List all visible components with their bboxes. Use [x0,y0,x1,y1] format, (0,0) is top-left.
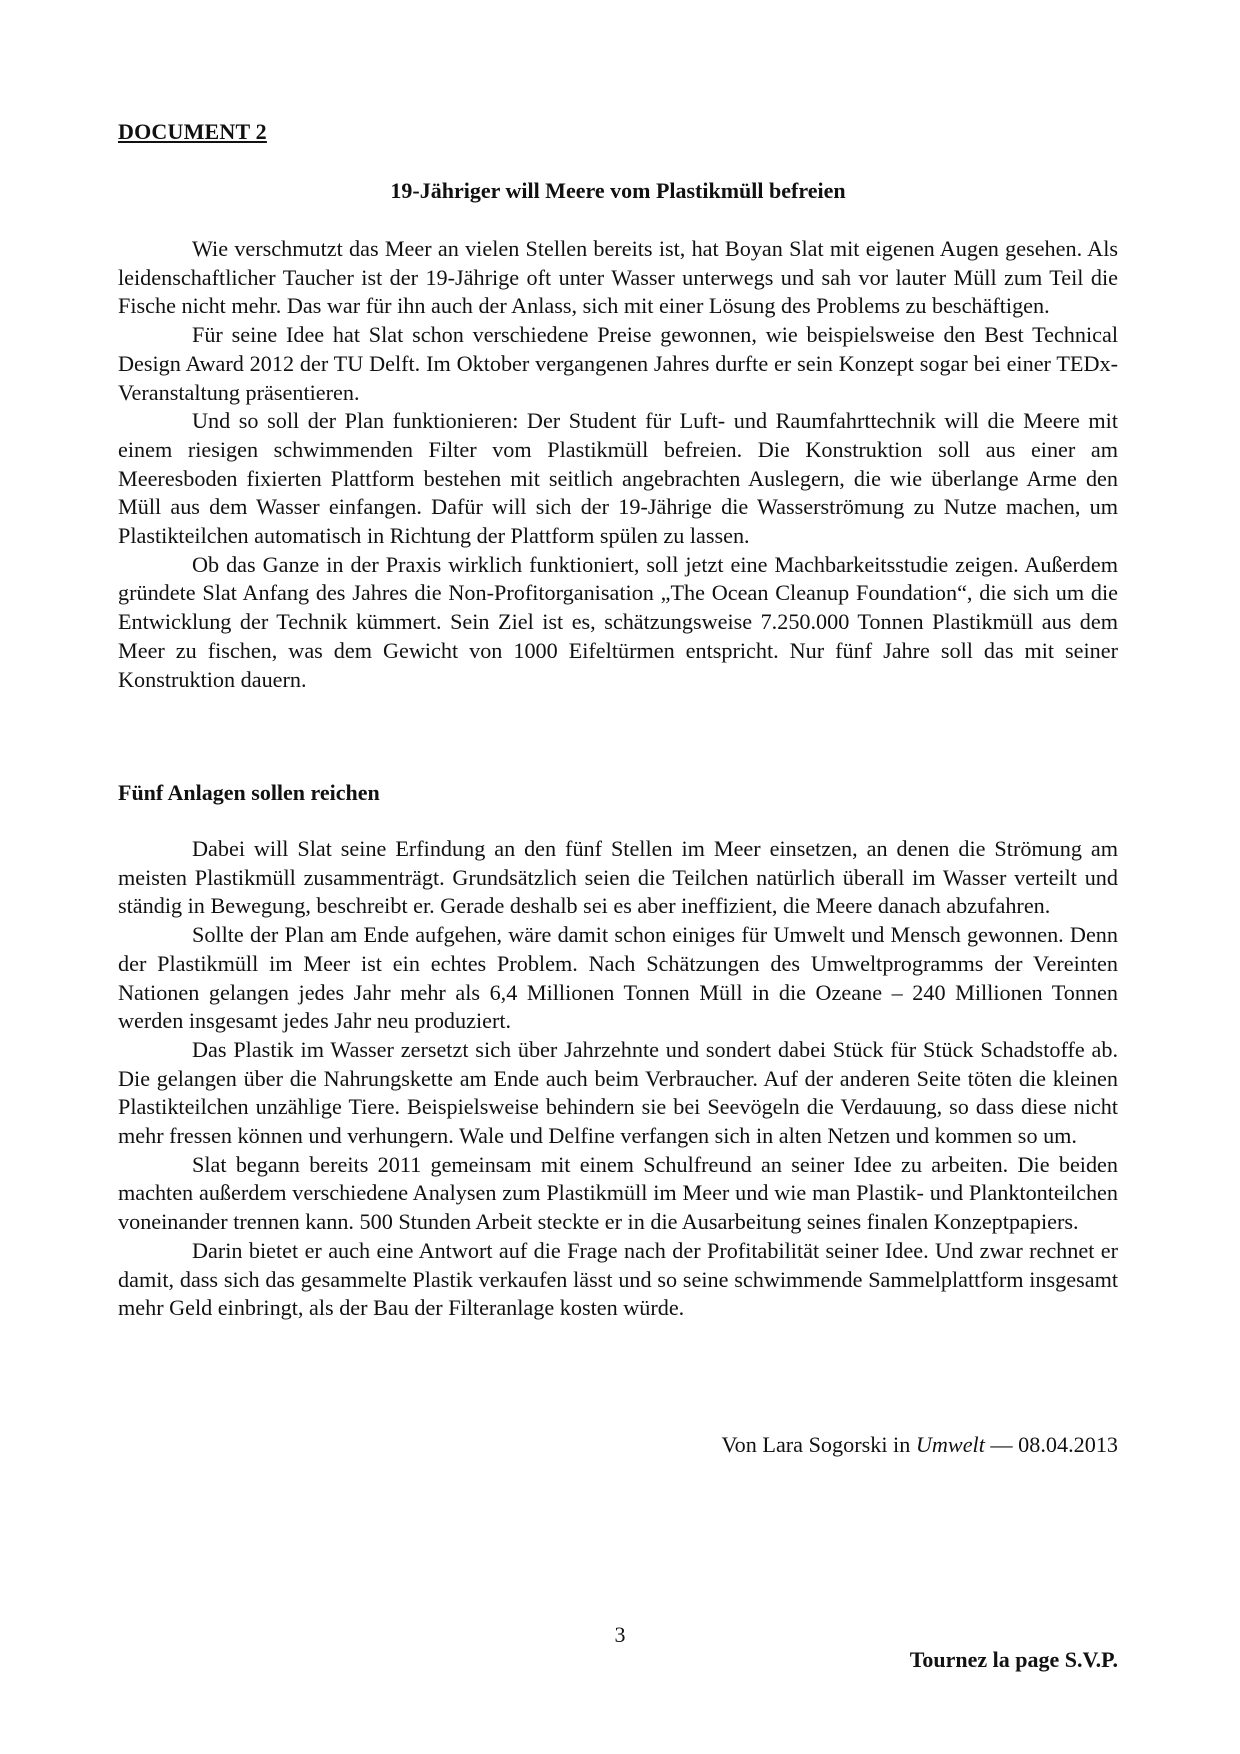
page-number: 3 [614,1622,626,1647]
paragraph: Dabei will Slat seine Erfindung an den fünf Stellen im Meer einsetzen, an denen die Strömung am meisten Plastikmüll zusammenträgt. Grundsätzlich seien die Teilchen natürlich überall im Wasser verteilt und ständig in Bewegung, beschreibt er. Gerade deshalb sei es aber ineffizient, die Meere danach abzufahren. [118,836,1118,919]
footer-note: Tournez la page S.V.P. [909,1647,1118,1672]
paragraph: Das Plastik im Wasser zersetzt sich über Jahrzehnte und sondert dabei Stück für Stück Schadstoffe ab. Die gelangen über die Nahrungskette am Ende auch beim Verbraucher. Auf der anderen Seite töten die kleinen Plastikteilchen unzählige Tiere. Beispielsweise behindern sie bei Seevögeln die Verdauung, so dass diese nicht mehr fressen können und verhungern. Wale und Delfine verfangen sich in alten Netzen und kommen so um. [118,1036,1118,1149]
article-title: 19-Jähriger will Meere vom Plastikmüll befreien [390,178,846,203]
document-label: DOCUMENT 2 [118,119,267,144]
byline [722,1432,1119,1458]
paragraph: Für seine Idee hat Slat schon verschiedene Preise gewonnen, wie beispielsweise den Best Technical Design Award 2012 der TU Delft. Im Oktober vergangenen Jahres durfte er sein Konzept sogar bei einer TEDx-Veranstaltung präsentieren. [118,322,1118,405]
paragraph: Darin bietet er auch eine Antwort auf die Frage nach der Profitabilität seiner Idee. Und zwar rechnet er damit, dass sich das gesammelte Plastik verkaufen lässt und so seine schwimmende Sammelplattform insgesamt mehr Geld einbringt, als der Bau der Filteranlage kosten würde. [118,1237,1118,1321]
paragraph: Sollte der Plan am Ende aufgehen, wäre damit schon einiges für Umwelt und Mensch gewonnen. Denn der Plastikmüll im Meer ist ein echtes Problem. Nach Schätzungen des Umweltprogramms der Vereinten Nationen gelangen jedes Jahr mehr als 6,4 Millionen Tonnen Müll in die Ozeane – 240 Millionen Tonnen werden insgesamt jedes Jahr neu produziert. [118,922,1118,1034]
byline-separator: — [984,1432,1019,1457]
paragraph: Wie verschmutzt das Meer an vielen Stellen bereits ist, hat Boyan Slat mit eigenen Augen gesehen. Als leidenschaftlicher Taucher ist der 19-Jährige oft unter Wasser unterwegs und sah vor lauter Müll zum Teil die Fische nicht mehr. Das war für ihn auch der Anlass, sich mit einer Lösung des Problems zu beschäftigen. [118,236,1118,319]
article-section-2 [118,835,1118,1323]
byline-source: Umwelt [915,1432,985,1457]
paragraph: Slat begann bereits 2011 gemeinsam mit einem Schulfreund an seiner Idee zu arbeiten. Die beiden machten außerdem verschiedene Analysen zum Plastikmüll im Meer und wie man Plastik- und Planktonteilchen voneinander trennen kann. 500 Stunden Arbeit steckte er in die Ausarbeitung seines finalen Konzeptpapiers. [118,1151,1118,1235]
section-subheading: Fünf Anlagen sollen reichen [118,780,380,805]
article-section-1 [118,235,1118,694]
paragraph: Ob das Ganze in der Praxis wirklich funktioniert, soll jetzt eine Machbarkeitsstudie zeigen. Außerdem gründete Slat Anfang des Jahres die Non-Profitorganisation „The Ocean Cleanup Foundation“, die sich um die Entwicklung der Technik kümmert. Sein Ziel ist es, schätzungsweise 7.250.000 Tonnen Plastikmüll aus dem Meer zu fischen, was dem Gewicht von 1000 Eifeltürmen entspricht. Nur fünf Jahre soll das mit seiner Konstruktion dauern. [118,551,1118,692]
paragraph: Und so soll der Plan funktionieren: Der Student für Luft- und Raumfahrttechnik will die Meere mit einem riesigen schwimmenden Filter vom Plastikmüll befreien. Die Konstruktion soll aus einer am Meeresboden fixierten Plattform bestehen mit seitlich angebrachten Auslegern, die wie überlange Arme den Müll aus dem Wasser einfangen. Dafür will sich der 19-Jährige die Wasserströmung zu Nutze machen, um Plastikteilchen automatisch in Richtung der Plattform spülen zu lassen. [118,408,1118,549]
byline-author: Von Lara Sogorski in [721,1432,916,1457]
byline-date: 08.04.2013 [1018,1432,1118,1457]
